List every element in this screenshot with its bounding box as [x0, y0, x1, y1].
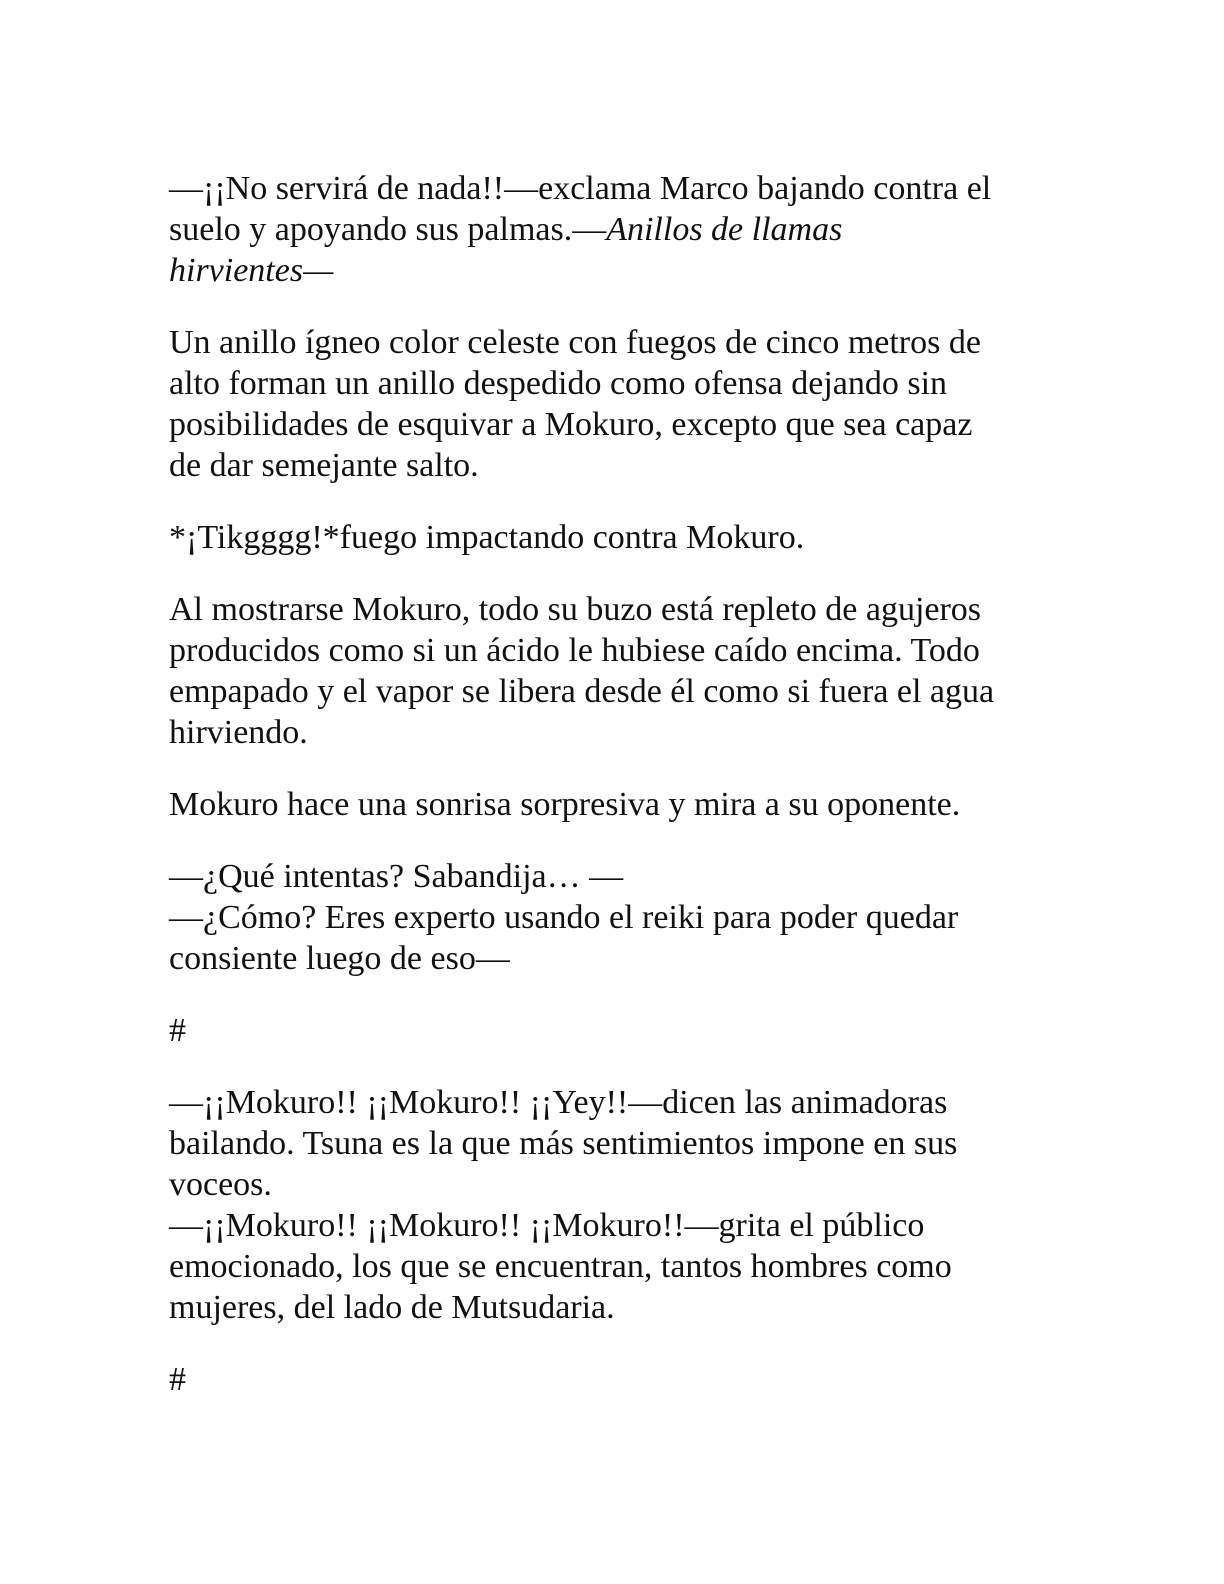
- paragraph-mokuro-damaged: [169, 589, 1049, 753]
- text-line: *¡Tikgggg!*fuego impactando contra Mokuro.: [169, 519, 805, 556]
- technique-name-italic: hirvientes—: [169, 252, 334, 289]
- text-line: Un anillo ígneo color celeste con fuegos de cinco metros de: [169, 324, 981, 361]
- text-line: [169, 209, 1049, 250]
- text-line: consiente luego de eso—: [169, 940, 510, 977]
- scene-break-marker: #: [169, 1012, 186, 1049]
- text-line: empapado y el vapor se libera desde él como si fuera el agua: [169, 673, 995, 710]
- text-line: —¿Qué intentas? Sabandija… —: [169, 858, 624, 895]
- paragraph-dialogue: [169, 856, 1049, 979]
- text-line-part: suelo y apoyando sus palmas.: [169, 211, 573, 248]
- paragraph-mokuro-smiles: [169, 784, 1049, 825]
- text-line: posibilidades de esquivar a Mokuro, excepto que sea capaz: [169, 406, 973, 443]
- text-line: Mokuro hace una sonrisa sorpresiva y mira a su oponente.: [169, 786, 961, 823]
- text-line: —¡¡Mokuro!! ¡¡Mokuro!! ¡¡Mokuro!!—grita el público: [169, 1207, 925, 1244]
- text-line: bailando. Tsuna es la que más sentimientos impone en sus: [169, 1125, 958, 1162]
- text-line: —¿Cómo? Eres experto usando el reiki para poder quedar: [169, 899, 959, 936]
- paragraph-impact-sound: [169, 517, 1049, 558]
- technique-name-italic: —Anillos de llamas: [572, 211, 843, 248]
- scene-break: [169, 1359, 1049, 1400]
- text-line: —¡¡No servirá de nada!!—exclama Marco bajando contra el: [169, 170, 992, 207]
- text-line: alto forman un anillo despedido como ofensa dejando sin: [169, 365, 948, 402]
- text-line: producidos como si un ácido le hubiese caído encima. Todo: [169, 632, 980, 669]
- text-line: [169, 250, 1049, 291]
- paragraph-cheerleaders: [169, 1082, 1049, 1328]
- document-body: [169, 168, 1049, 1431]
- text-line: —¡¡Mokuro!! ¡¡Mokuro!! ¡¡Yey!!—dicen las animadoras: [169, 1084, 948, 1121]
- text-line: Al mostrarse Mokuro, todo su buzo está repleto de agujeros: [169, 591, 982, 628]
- paragraph-fire-ring: [169, 322, 1049, 486]
- text-line: hirviendo.: [169, 714, 308, 751]
- text-line: voceos.: [169, 1166, 272, 1203]
- text-line: de dar semejante salto.: [169, 447, 479, 484]
- paragraph-marco-exclaims: [169, 168, 1049, 291]
- text-line: emocionado, los que se encuentran, tantos hombres como: [169, 1248, 952, 1285]
- scene-break-marker: #: [169, 1361, 186, 1398]
- scene-break: [169, 1010, 1049, 1051]
- text-line: mujeres, del lado de Mutsudaria.: [169, 1289, 615, 1326]
